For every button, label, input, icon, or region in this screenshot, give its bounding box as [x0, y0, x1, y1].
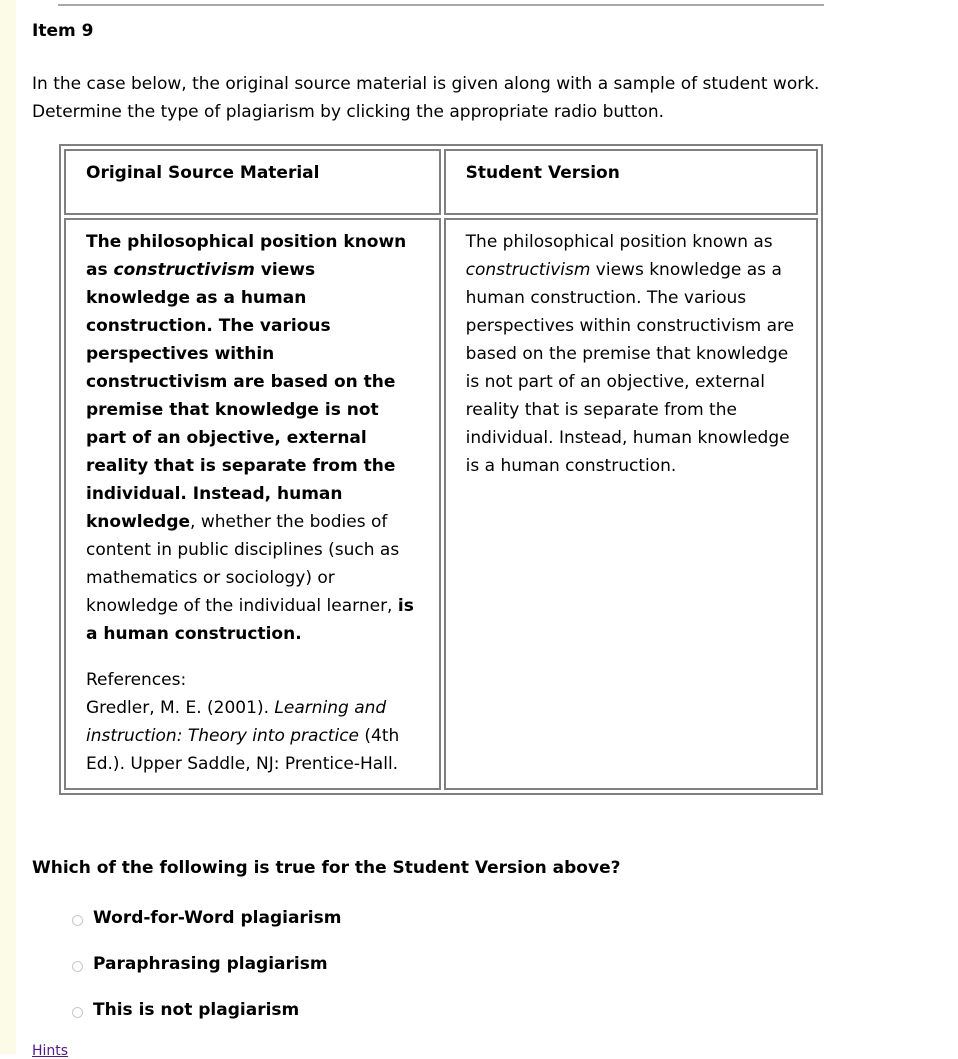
references — [86, 666, 419, 778]
option-label[interactable]: Paraphrasing plagiarism — [93, 954, 328, 974]
answer-options — [72, 904, 341, 1042]
original-header-cell — [64, 149, 441, 215]
student-text-part-1: The philosophical position known as — [465, 232, 773, 252]
option-paraphrasing[interactable] — [72, 950, 341, 996]
student-header-cell — [444, 149, 818, 215]
references-label: References: — [86, 670, 187, 690]
radio-word-for-word[interactable] — [72, 915, 83, 926]
citation-title: Learning and instruction: Theory into practice — [86, 698, 387, 746]
original-bold-part-1: The philosophical position known as — [86, 232, 407, 280]
comparison-table — [59, 144, 823, 795]
radio-paraphrasing[interactable] — [72, 961, 83, 972]
original-passage — [86, 228, 419, 648]
item-title: Item 9 — [32, 21, 94, 41]
option-label[interactable]: Word-for-Word plagiarism — [93, 908, 342, 928]
original-bold-part-3: is a human construction. — [86, 596, 414, 644]
student-version-cell — [444, 218, 818, 790]
option-word-for-word[interactable] — [72, 904, 341, 950]
table-header-row — [64, 149, 818, 215]
citation-author: Gredler, M. E. (2001). — [86, 698, 275, 718]
table-body-row — [64, 218, 818, 790]
student-text-part-2: views knowledge as a human construction. The various perspectives within constructivism are based on the premise that knowledge is not part of an objective, external reality that is separate from the individual. Instead, human knowledge is a human construction. — [465, 260, 795, 476]
top-divider — [58, 4, 824, 6]
original-italic-term: constructivism — [113, 260, 255, 280]
reference-citation — [86, 694, 419, 778]
student-italic-term: constructivism — [465, 260, 591, 280]
student-header: Student Version — [465, 163, 620, 183]
left-margin-strip — [0, 0, 16, 1054]
student-passage — [466, 228, 796, 480]
original-plain-part: , whether the bodies of content in public disciplines (such as mathematics or sociology) or knowledge of the individual learner, — [86, 512, 400, 616]
original-bold-part-2: views knowledge as a human construction. The various perspectives within constructivism are based on the premise that knowledge is not part of an objective, external reality that is separate from the individual. Instead, human knowledge — [86, 260, 396, 532]
instructions-text: In the case below, the original source material is given along with a sample of student work. Determine the type of plagiarism by clicking the appropriate radio button. — [32, 74, 820, 122]
original-source-cell — [64, 218, 441, 790]
option-label[interactable]: This is not plagiarism — [93, 1000, 300, 1020]
question-text: Which of the following is true for the Student Version above? — [32, 858, 621, 878]
radio-not-plagiarism[interactable] — [72, 1007, 83, 1018]
citation-publisher: (4th Ed.). Upper Saddle, NJ: Prentice-Hall. — [86, 726, 400, 774]
original-header: Original Source Material — [86, 163, 320, 183]
option-not-plagiarism[interactable] — [72, 996, 341, 1042]
hints-link[interactable]: Hints — [32, 1043, 69, 1059]
